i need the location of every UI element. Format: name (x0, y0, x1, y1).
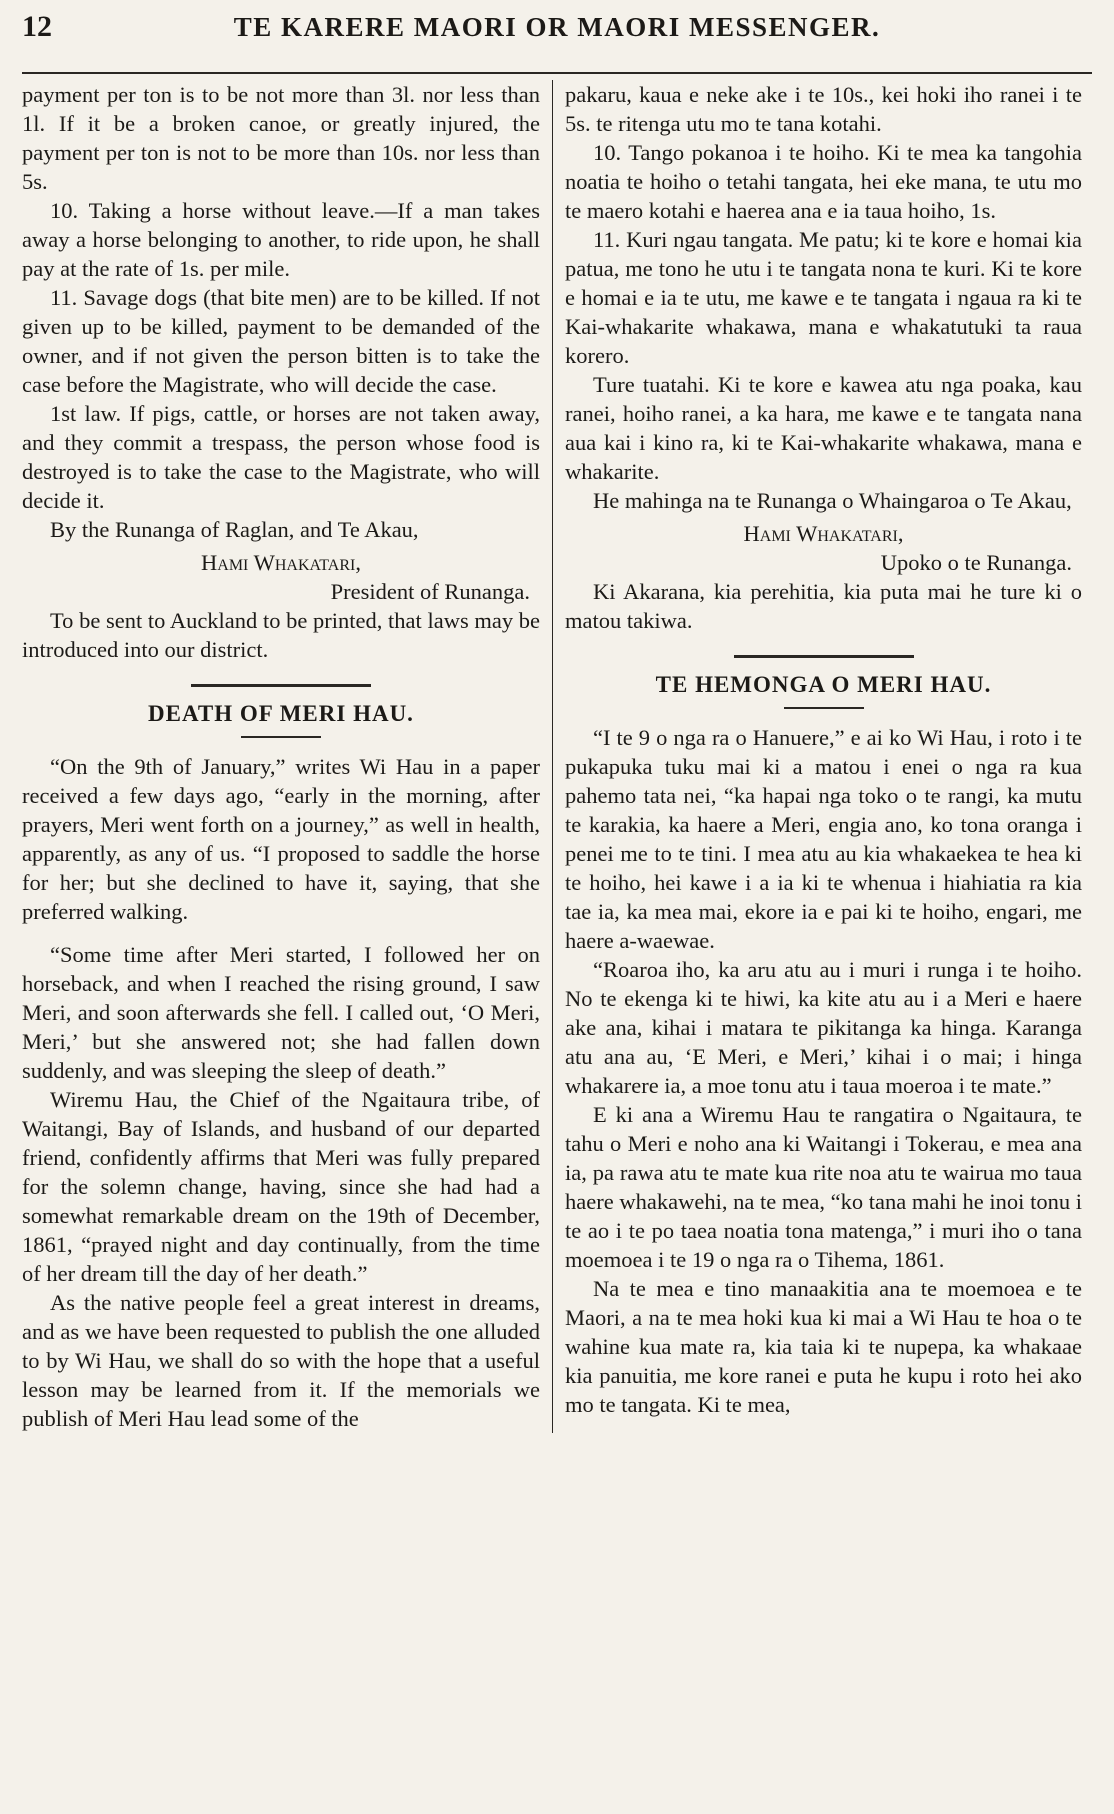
english-column (22, 80, 552, 1433)
printing-note: To be sent to Auckland to be printed, that laws may be introduced into our district. (22, 608, 540, 662)
page-header (22, 10, 1092, 74)
law-10: 10. Tango pokanoa i te hoiho. Ki te mea ka tangohia noatia te hoiho o tetahi tangata, hei eke mana, te utu mo te maero kotahi e haerea ana e ia taua hoiho, 1s. (565, 140, 1082, 223)
paragraph-gap (22, 926, 540, 940)
law-text-continued: pakaru, kaua e neke ake i te 10s., kei hoki iho ranei i te 5s. te ritenga utu mo te tana kotahi. (565, 82, 1082, 136)
signatory-name: Hami Whakatari, (743, 521, 904, 546)
printing-note: Ki Akarana, kia perehitia, kia puta mai he ture ki o matou takiwa. (565, 579, 1082, 633)
first-law: 1st law. If pigs, cattle, or horses are not taken away, and they commit a trespass, the person whose food is destroyed is to take the case to the Magistrate, who will decide it. (22, 401, 540, 513)
signatory-title: President of Runanga. (330, 579, 530, 604)
runanga-attribution: By the Runanga of Raglan, and Te Akau, (50, 517, 419, 542)
section-title: DEATH OF MERI HAU. (148, 701, 414, 726)
story-paragraph: “I te 9 o nga ra o Hanuere,” e ai ko Wi Hau, i roto i te pukapuka tuku mai ki a matou i enei o nga ra kua pahemo tata nei, “ka hapai nga toko o te rangi, ka mutu te karakia, ka haere a Meri, engia ano, ko tona oranga i penei me to te tini. I mea atu au kia whakaekea te hea ki te hoiho, hei kawe i a ia ki te whenua i hiahiatia ra kia tae ia, ka mea mai, ekore ia e pai ki te hoiho, engari, me haere a-waewae. (565, 725, 1082, 953)
story-paragraph: Na te mea e tino manaakitia ana te moemoea e te Maori, a na te mea hoki kua ki mai a Wi Hau te hoa o te wahine kua mate ra, kia taia ki te nupepa, ka whakaae kia panuitia, me kore ranei e puta he kupu i roto hei ako mo te tangata. Ki te mea, (565, 1276, 1082, 1417)
maori-column (552, 80, 1082, 1433)
title-underline (784, 707, 864, 709)
section-title: TE HEMONGA O MERI HAU. (655, 672, 992, 697)
masthead-title: TE KARERE MAORI OR MAORI MESSENGER. (233, 12, 881, 42)
two-column-body (22, 80, 1092, 1433)
story-paragraph: “Roaroa iho, ka aru atu au i muri i runga i te hoiho. No te ekenga ki te hiwi, ka kite atu au i a Meri e haere ake ana, kihai i matara te pikitanga ka hinga. Karanga atu ana au, ‘E Meri, e Meri,’ kihai i o mai; i hinga whakarere ia, a moe tonu atu i taua moeroa i te mate.” (565, 957, 1082, 1098)
page-number: 12 (22, 10, 52, 43)
title-underline (241, 736, 321, 738)
first-law: Ture tuatahi. Ki te kore e kawea atu nga poaka, kau ranei, hoiho ranei, a ka hara, me kawe e te tangata nana aua kai i kino ra, ki te Kai-whakarite whakawa, mana e whakarite. (565, 372, 1082, 484)
story-paragraph: E ki ana a Wiremu Hau te rangatira o Ngaitaura, te tahu o Meri e noho ana ki Waitangi i Tokerau, e mea ana ia, pa rawa atu te mate kua rite noa atu te wairua mo taua haere whakawehi, na te mea, “ko tana mahi he inoi tonu i te ao i te po taea noatia tona matenga,” i muri iho o tana moemoea i te 19 o nga ra o Tihema, 1861. (565, 1102, 1082, 1272)
runanga-attribution: He mahinga na te Runanga o Whaingaroa o Te Akau, (593, 488, 1072, 513)
law-11: 11. Savage dogs (that bite men) are to be killed. If not given up to be killed, payment to be demanded of the owner, and if not given the person bitten is to take the case before the Magistrate, who will decide the case. (22, 285, 540, 397)
law-11: 11. Kuri ngau tangata. Me patu; ki te kore e homai kia patua, me tono he utu i te tangata nona te kuri. Ki te kore e homai e ia te utu, me kawe e te tangata i ngaua ra ki te Kai-whakarite whakawa, mana e whakatutuki ta raua korero. (565, 227, 1082, 368)
section-divider (734, 655, 914, 658)
story-paragraph: Wiremu Hau, the Chief of the Ngaitaura tribe, of Waitangi, Bay of Islands, and husband of our departed friend, confidently affirms that Meri was fully prepared for the solemn change, having, since she had had a somewhat remarkable dream on the 19th of December, 1861, “prayed night and day continually, from the time of her dream till the day of her death.” (22, 1087, 540, 1286)
signatory-name: Hami Whakatari, (201, 550, 361, 575)
story-paragraph: As the native people feel a great interest in dreams, and as we have been requested to publish the one alluded to by Wi Hau, we shall do so with the hope that a useful lesson may be learned from it. If the memorials we publish of Meri Hau lead some of the (22, 1290, 540, 1431)
story-paragraph: “Some time after Meri started, I followed her on horseback, and when I reached the rising ground, I saw Meri, and soon afterwards she fell. I called out, ‘O Meri, Meri,’ but she answered not; she had fallen down suddenly, and was sleeping the sleep of death.” (22, 942, 540, 1083)
section-divider (191, 684, 371, 687)
story-paragraph: “On the 9th of January,” writes Wi Hau in a paper received a few days ago, “early in the morning, after prayers, Meri went forth on a journey,” as well in health, apparently, as any of us. “I proposed to saddle the horse for her; but she declined to have it, saying, that she preferred walking. (22, 754, 540, 924)
law-text-continued: payment per ton is to be not more than 3l. nor less than 1l. If it be a broken canoe, or greatly injured, the payment per ton is not to be more than 10s. nor less than 5s. (22, 82, 540, 194)
signatory-title: Upoko o te Runanga. (880, 550, 1072, 575)
law-10: 10. Taking a horse without leave.—If a man takes away a horse belonging to another, to ride upon, he shall pay at the rate of 1s. per mile. (22, 198, 540, 281)
